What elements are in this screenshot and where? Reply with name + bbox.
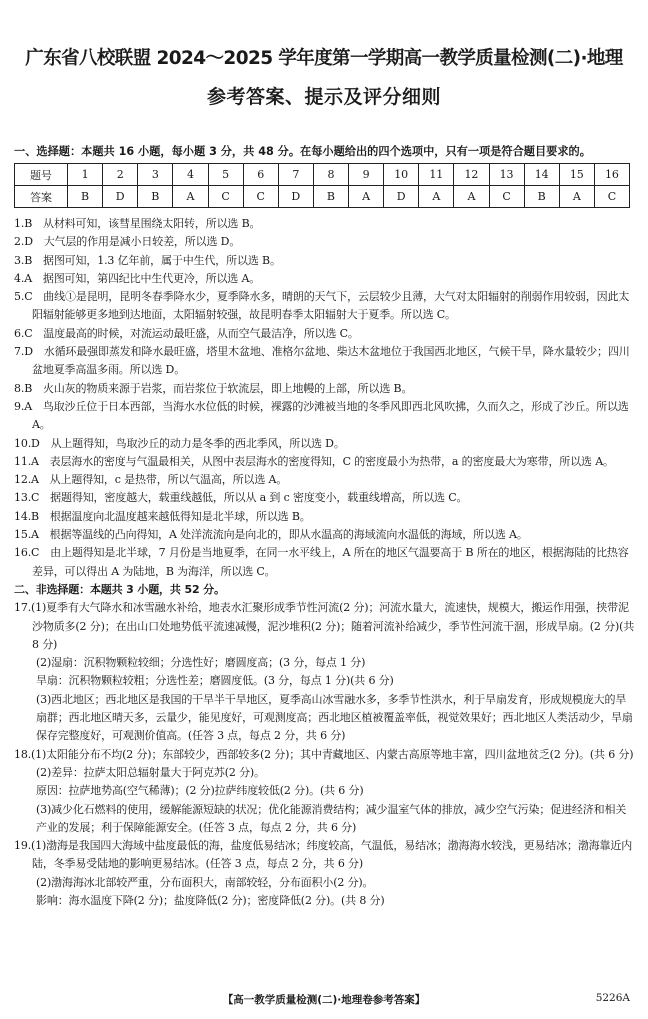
page-footer: 【高一教学质量检测(二)·地理卷参考答案】 bbox=[222, 994, 426, 1006]
table-cell: 10 bbox=[384, 164, 419, 186]
q19-part1: 19.(1)渤海是我国四大海域中盐度最低的海，盐度低易结冰；纬度较高，气温低，易结冰；渤海海水较浅，更易结冰；渤海靠近内陆，冬季易受陆地的影响更易结冰。(任答 3 点，每点 2 分，共 6 分) bbox=[14, 839, 633, 871]
table-cell: A bbox=[419, 186, 454, 208]
q19-part2-b: 影响：海水温度下降(2 分)；盐度降低(2 分)；密度降低(2 分)。(共 8 分) bbox=[36, 893, 385, 907]
table-cell: B bbox=[138, 186, 173, 208]
table-cell: D bbox=[384, 186, 419, 208]
table-cell: C bbox=[208, 186, 243, 208]
table-cell: C bbox=[243, 186, 278, 208]
table-cell: 9 bbox=[349, 164, 384, 186]
table-cell: 13 bbox=[489, 164, 524, 186]
mc-explanation: 4.A 据图可知，第四纪比中生代更冷，所以选 A。 bbox=[14, 271, 261, 285]
document-subtitle: 参考答案、提示及评分细则 bbox=[206, 86, 441, 108]
section2-header: 二、非选择题：本题共 3 小题，共 52 分。 bbox=[14, 582, 225, 596]
table-row-numbers bbox=[15, 164, 630, 186]
mc-explanation: 3.B 据图可知，1.3 亿年前，属于中生代，所以选 B。 bbox=[14, 253, 281, 267]
document-code: 5226A bbox=[595, 992, 630, 1004]
q18-part3: (3)减少化石燃料的使用，缓解能源短缺的状况；优化能源消费结构；减少温室气体的排放，减少空气污染；促进经济和相关产业的发展；利于保障能源安全。(任答 3 点，每点 2 分，共 6 分) bbox=[36, 802, 627, 834]
table-cell: 2 bbox=[103, 164, 138, 186]
q17-part3: (3)西北地区；西北地区是我国的干旱半干旱地区，夏季高山冰雪融水多，多季节性洪水，利于旱扇发育，形成规模庞大的旱扇群；西北地区晴天多，云量少，能见度好，可观测度高；西北地区植被覆盖率低，视觉效果好；西北地区人类活动少，旱扇保存完整度好，可观测价值高。(任答 3 点，每点 2 分，共 6 分) bbox=[36, 692, 633, 743]
table-cell: D bbox=[278, 186, 313, 208]
mc-explanation: 16.C 由上题得知是北半球，7 月份是当地夏季，在同一水平线上，A 所在的地区气温要高于 B 所在的地区，根据海陆的比热容差异，可以得出 A 为陆地，B 为海洋，所以选 C。 bbox=[14, 546, 629, 578]
q18-part2: (2)差异：拉萨太阳总辐射量大于阿克苏(2 分)。 bbox=[36, 765, 265, 779]
table-cell: A bbox=[454, 186, 489, 208]
mc-explanation: 6.C 温度最高的时候，对流运动最旺盛，从而空气最洁净，所以选 C。 bbox=[14, 326, 359, 340]
mc-explanation: 12.A 从上题得知，c 是热带，所以气温高，所以选 A。 bbox=[14, 473, 288, 487]
mc-explanation: 14.B 根据温度向北温度越来越低得知是北半球，所以选 B。 bbox=[14, 509, 311, 523]
q19-part2: (2)渤海海冰北部较严重，分布面积大，南部较轻，分布面积小(2 分)。 bbox=[36, 875, 374, 889]
q17-part2-b: 旱扇：沉积物颗粒较粗；分选性差；磨圆度低。(3 分，每点 1 分)(共 6 分) bbox=[36, 674, 394, 688]
q17-part2: (2)湿扇：沉积物颗粒较细；分选性好；磨圆度高；(3 分，每点 1 分) bbox=[36, 656, 366, 670]
mc-explanation: 9.A 鸟取沙丘位于日本西部，当海水水位低的时候，裸露的沙滩被当地的冬季风即西北风吹拂，久而久之，形成了沙丘。所以选 A。 bbox=[14, 399, 629, 432]
mc-explanation: 1.B 从材料可知，该彗星围绕太阳转，所以选 B。 bbox=[14, 217, 261, 230]
mc-explanation: 10.D 从上题得知，鸟取沙丘的动力是冬季的西北季风，所以选 D。 bbox=[14, 436, 345, 450]
mc-explanation: 13.C 据题得知，密度越大，载重线越低，所以从 a 到 c 密度变小，载重线增高，所以选 C。 bbox=[14, 491, 468, 505]
mc-explanation: 15.A 根据等温线的凸向得知，A 处洋流流向是向北的，即从水温高的海域流向水温低的海域，所以选 A。 bbox=[14, 528, 528, 542]
q17-part1: 17.(1)夏季有大气降水和冰雪融水补给，地表水汇聚形成季节性河流(2 分)；河流水量大，流速快，规模大，搬运作用强，挟带泥沙物质多(2 分)；在出山口处地势低平流速减慢，泥沙堆积(2 分)；随着河流补给减少，季节性河流干涸，形成旱扇。(2 分)(共 8 分) bbox=[14, 601, 635, 651]
table-cell: B bbox=[524, 186, 559, 208]
table-cell: D bbox=[103, 186, 138, 208]
table-header-answer: 答案 bbox=[15, 186, 68, 208]
table-cell: B bbox=[313, 186, 348, 208]
table-cell: 12 bbox=[454, 164, 489, 186]
table-cell: A bbox=[173, 186, 208, 208]
document-title: 广东省八校联盟 2024～2025 学年度第一学期高一教学质量检测(二)·地理 bbox=[25, 48, 623, 69]
table-cell: 1 bbox=[68, 164, 103, 186]
table-cell: 15 bbox=[559, 164, 594, 186]
table-cell: 7 bbox=[278, 164, 313, 186]
table-cell: 14 bbox=[524, 164, 559, 186]
table-cell: B bbox=[68, 186, 103, 208]
table-header-number: 题号 bbox=[15, 164, 68, 186]
table-row-answers bbox=[15, 186, 630, 208]
table-cell: C bbox=[594, 186, 629, 208]
q18-part2-b: 原因：拉萨地势高(空气稀薄)；(2 分)拉萨纬度较低(2 分)。(共 6 分) bbox=[36, 784, 364, 798]
table-cell: 5 bbox=[208, 164, 243, 186]
mc-explanation: 2.D 大气层的作用是减小日较差，所以选 D。 bbox=[14, 235, 241, 249]
answer-table bbox=[14, 163, 630, 208]
section1-header: 一、选择题：本题共 16 小题，每小题 3 分，共 48 分。在每小题给出的四个选项中，只有一项是符合题目要求的。 bbox=[14, 145, 591, 158]
table-cell: C bbox=[489, 186, 524, 208]
mc-explanation: 7.D 水循环最强即蒸发和降水最旺盛，塔里木盆地、准格尔盆地、柴达木盆地位于我国西北地区，气候干旱，降水量较少；四川盆地夏季高温多雨。所以选 D。 bbox=[14, 345, 630, 377]
mc-explanation: 11.A 表层海水的密度与气温最相关，从图中表层海水的密度得知，C 的密度最小为热带，a 的密度最大为寒带，所以选 A。 bbox=[14, 454, 614, 468]
mc-explanation: 5.C 曲线①是昆明，昆明冬春季降水少，夏季降水多，晴朗的天气下，云层较少且薄，大气对太阳辐射的削弱作用较弱，因此太阳辐射能够更多地到达地面，太阳辐射较强，故昆明春季太阳辐射大于夏季。所以选 C。 bbox=[14, 290, 630, 322]
table-cell: 4 bbox=[173, 164, 208, 186]
table-cell: 3 bbox=[138, 164, 173, 186]
table-cell: 16 bbox=[594, 164, 629, 186]
table-cell: 6 bbox=[243, 164, 278, 186]
table-cell: A bbox=[559, 186, 594, 208]
table-cell: A bbox=[349, 186, 384, 208]
table-cell: 8 bbox=[313, 164, 348, 186]
answer-body bbox=[14, 215, 636, 910]
mc-explanation: 8.B 火山灰的物质来源于岩浆，而岩浆位于软流层，即上地幔的上部，所以选 B。 bbox=[14, 381, 413, 395]
table-cell: 11 bbox=[419, 164, 454, 186]
q18-part1: 18.(1)太阳能分布不均(2 分)；东部较少，西部较多(2 分)；其中青藏地区、内蒙古高原等地丰富，四川盆地贫乏(2 分)。(共 6 分) bbox=[14, 747, 634, 761]
